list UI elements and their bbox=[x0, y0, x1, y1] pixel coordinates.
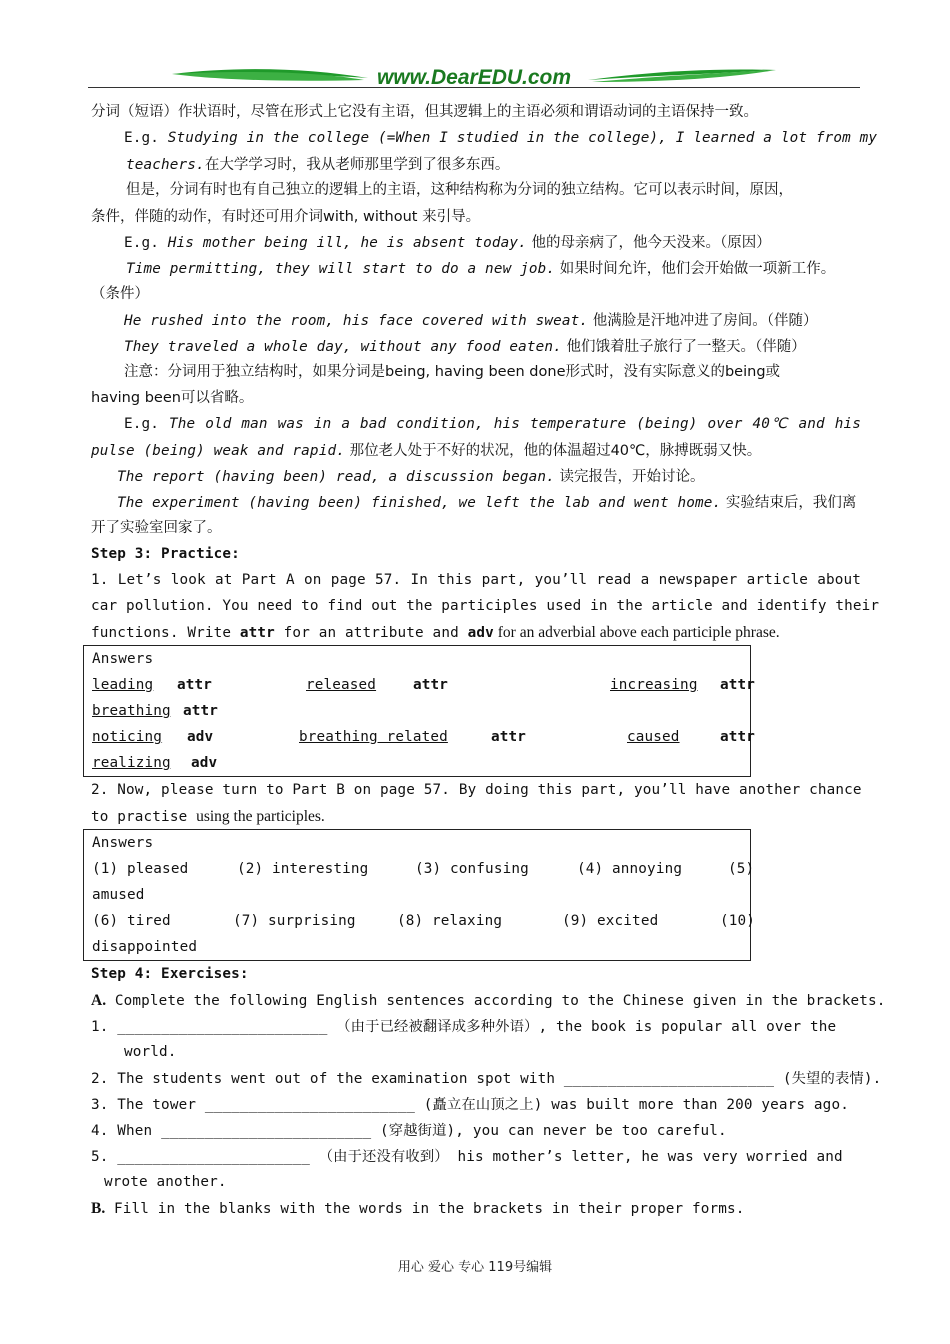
answers-row bbox=[92, 672, 756, 698]
step-4-heading: Step 4: Exercises: bbox=[91, 966, 249, 982]
answer-blank[interactable]: ________________________ bbox=[161, 1123, 372, 1139]
document-body bbox=[91, 99, 886, 1221]
answers-row bbox=[92, 750, 750, 776]
question-1-line-2: car pollution. You need to find out the participles used in the article and identify their bbox=[91, 598, 880, 614]
example-3: Time permitting, they will start to do a new job. 如果时间允许，他们会开始做一项新工作。 bbox=[126, 261, 836, 277]
answer-item: (4) annoying bbox=[577, 861, 683, 877]
answer-tag: adv bbox=[187, 729, 214, 745]
answer-word: leading bbox=[92, 677, 154, 693]
header-site-text: www.DearEDU.com bbox=[376, 66, 572, 89]
question-2-line-2: to practise using the participles. bbox=[91, 808, 325, 825]
example-4: He rushed into the room, his face covered with sweat. 他满脸是汗地冲进了房间。（伴随） bbox=[124, 313, 818, 329]
example-7: The report (having been) read, a discussion began. 读完报告，开始讨论。 bbox=[117, 469, 705, 485]
answer-blank[interactable]: ________________________ bbox=[563, 1071, 775, 1087]
part-a-instruction: A. Complete the following English sentences according to the Chinese given in the brackets. bbox=[91, 992, 886, 1009]
answer-tag: attr bbox=[491, 729, 527, 745]
example-5: They traveled a whole day, without any food eaten. 他们饿着肚子旅行了一整天。（伴随） bbox=[124, 339, 806, 355]
exercise-1-cont: world. bbox=[124, 1044, 177, 1060]
exercise-3: 3. The tower ________________________ (矗立在山顶之上) was built more than 200 years ago. bbox=[91, 1097, 849, 1113]
answers-title: Answers bbox=[92, 835, 154, 851]
note-line-2: having been可以省略。 bbox=[91, 390, 254, 406]
answer-tag: attr bbox=[720, 677, 756, 693]
answer-item: (9) excited bbox=[562, 913, 659, 929]
question-1-line-1: 1. Let’s look at Part A on page 57. In this part, you’ll read a newspaper article about bbox=[91, 572, 861, 588]
exercise-2: 2. The students went out of the examination spot with ________________________ (失望的表情). bbox=[91, 1071, 882, 1087]
example-1-line-2: teachers.在大学学习时，我从老师那里学到了很多东西。 bbox=[126, 157, 510, 173]
exercise-4: 4. When ________________________ (穿越街道), you can never be too careful. bbox=[91, 1123, 727, 1139]
answers-row bbox=[92, 908, 756, 934]
header-banner bbox=[88, 60, 860, 90]
answer-word: released bbox=[306, 677, 377, 693]
example-3-cont: （条件） bbox=[91, 286, 149, 302]
answer-blank[interactable]: ______________________ bbox=[117, 1149, 310, 1165]
header-logo bbox=[88, 60, 860, 90]
exercise-5: 5. ______________________ （由于还没有收到） his mother’s letter, he was very worried and bbox=[91, 1149, 843, 1165]
example-8: The experiment (having been) finished, we left the lab and went home. 实验结束后，我们离 bbox=[117, 495, 857, 511]
answer-tag: adv bbox=[191, 755, 218, 771]
answer-item: (5) bbox=[728, 861, 755, 877]
exercise-1: 1. ________________________ （由于已经被翻译成多种外语）, the book is popular all over the bbox=[91, 1019, 837, 1035]
example-8-cont: 开了实验室回家了。 bbox=[91, 520, 222, 536]
answer-item: (3) confusing bbox=[415, 861, 529, 877]
note-line-1: 注意：分词用于独立结构时，如果分词是being, having been done形式时，没有实际意义的being或 bbox=[124, 364, 781, 380]
example-6-line-2: pulse (being) weak and rapid. 那位老人处于不好的状况，他的体温超过40℃，脉搏既弱又快。 bbox=[91, 443, 762, 459]
paragraph-absolute: 但是，分词有时也有自己独立的逻辑上的主语，这种结构称为分词的独立结构。它可以表示时间，原因， bbox=[126, 182, 793, 198]
answers-row bbox=[92, 698, 750, 724]
exercise-5-cont: wrote another. bbox=[104, 1174, 227, 1190]
example-6-line-1: E.g. The old man was in a bad condition, his temperature (being) over 40℃ and his bbox=[124, 416, 861, 432]
paragraph-rule: 分词（短语）作状语时，尽管在形式上它没有主语，但其逻辑上的主语必须和谓语动词的主语保持一致。 bbox=[91, 104, 758, 120]
left-swoosh-lower bbox=[172, 72, 364, 81]
part-b-instruction: B. Fill in the blanks with the words in the brackets in their proper forms. bbox=[91, 1200, 745, 1217]
answer-tag: attr bbox=[183, 703, 219, 719]
example-2: E.g. His mother being ill, he is absent today. 他的母亲病了，他今天没来。（原因） bbox=[124, 235, 771, 251]
answer-item: (8) relaxing bbox=[397, 913, 503, 929]
question-1-line-3: functions. Write attr for an attribute and adv for an adverbial above each participle phrase. bbox=[91, 624, 780, 641]
answer-word: caused bbox=[627, 729, 680, 745]
step-3-heading: Step 3: Practice: bbox=[91, 546, 240, 562]
answers-box-2 bbox=[83, 829, 756, 961]
answers-row-cont: amused bbox=[92, 887, 145, 903]
page-footer: 用心 爱心 专心 119号编辑 bbox=[397, 1260, 553, 1275]
answers-title: Answers bbox=[92, 651, 154, 667]
answer-word: breathing related bbox=[299, 729, 448, 745]
answer-word: noticing bbox=[92, 729, 163, 745]
paragraph-absolute-cont: 条件，伴随的动作，有时还可用介词with, without 来引导。 bbox=[91, 209, 481, 225]
answers-row bbox=[92, 856, 755, 882]
question-2-line-1: 2. Now, please turn to Part B on page 57. By doing this part, you’ll have another chance bbox=[91, 782, 862, 798]
answer-blank[interactable]: ________________________ bbox=[117, 1019, 328, 1035]
answer-item: (1) pleased bbox=[92, 861, 189, 877]
answer-tag: attr bbox=[720, 729, 756, 745]
answers-row bbox=[92, 724, 756, 750]
answers-box-1 bbox=[83, 645, 756, 777]
answer-word: breathing bbox=[92, 703, 171, 719]
answer-word: realizing bbox=[92, 755, 171, 771]
example-1-line-1: E.g. Studying in the college (=When I studied in the college), I learned a lot from my bbox=[124, 130, 878, 146]
answer-item: (2) interesting bbox=[237, 861, 369, 877]
answer-blank[interactable]: ________________________ bbox=[204, 1097, 416, 1113]
answer-item: (10) bbox=[720, 913, 756, 929]
answer-tag: attr bbox=[413, 677, 449, 693]
answer-word: increasing bbox=[610, 677, 698, 693]
header-rule bbox=[88, 87, 860, 88]
answer-item: (7) surprising bbox=[233, 913, 356, 929]
answers-row-cont: disappointed bbox=[92, 939, 198, 955]
answer-tag: attr bbox=[177, 677, 213, 693]
answer-item: (6) tired bbox=[92, 913, 171, 929]
